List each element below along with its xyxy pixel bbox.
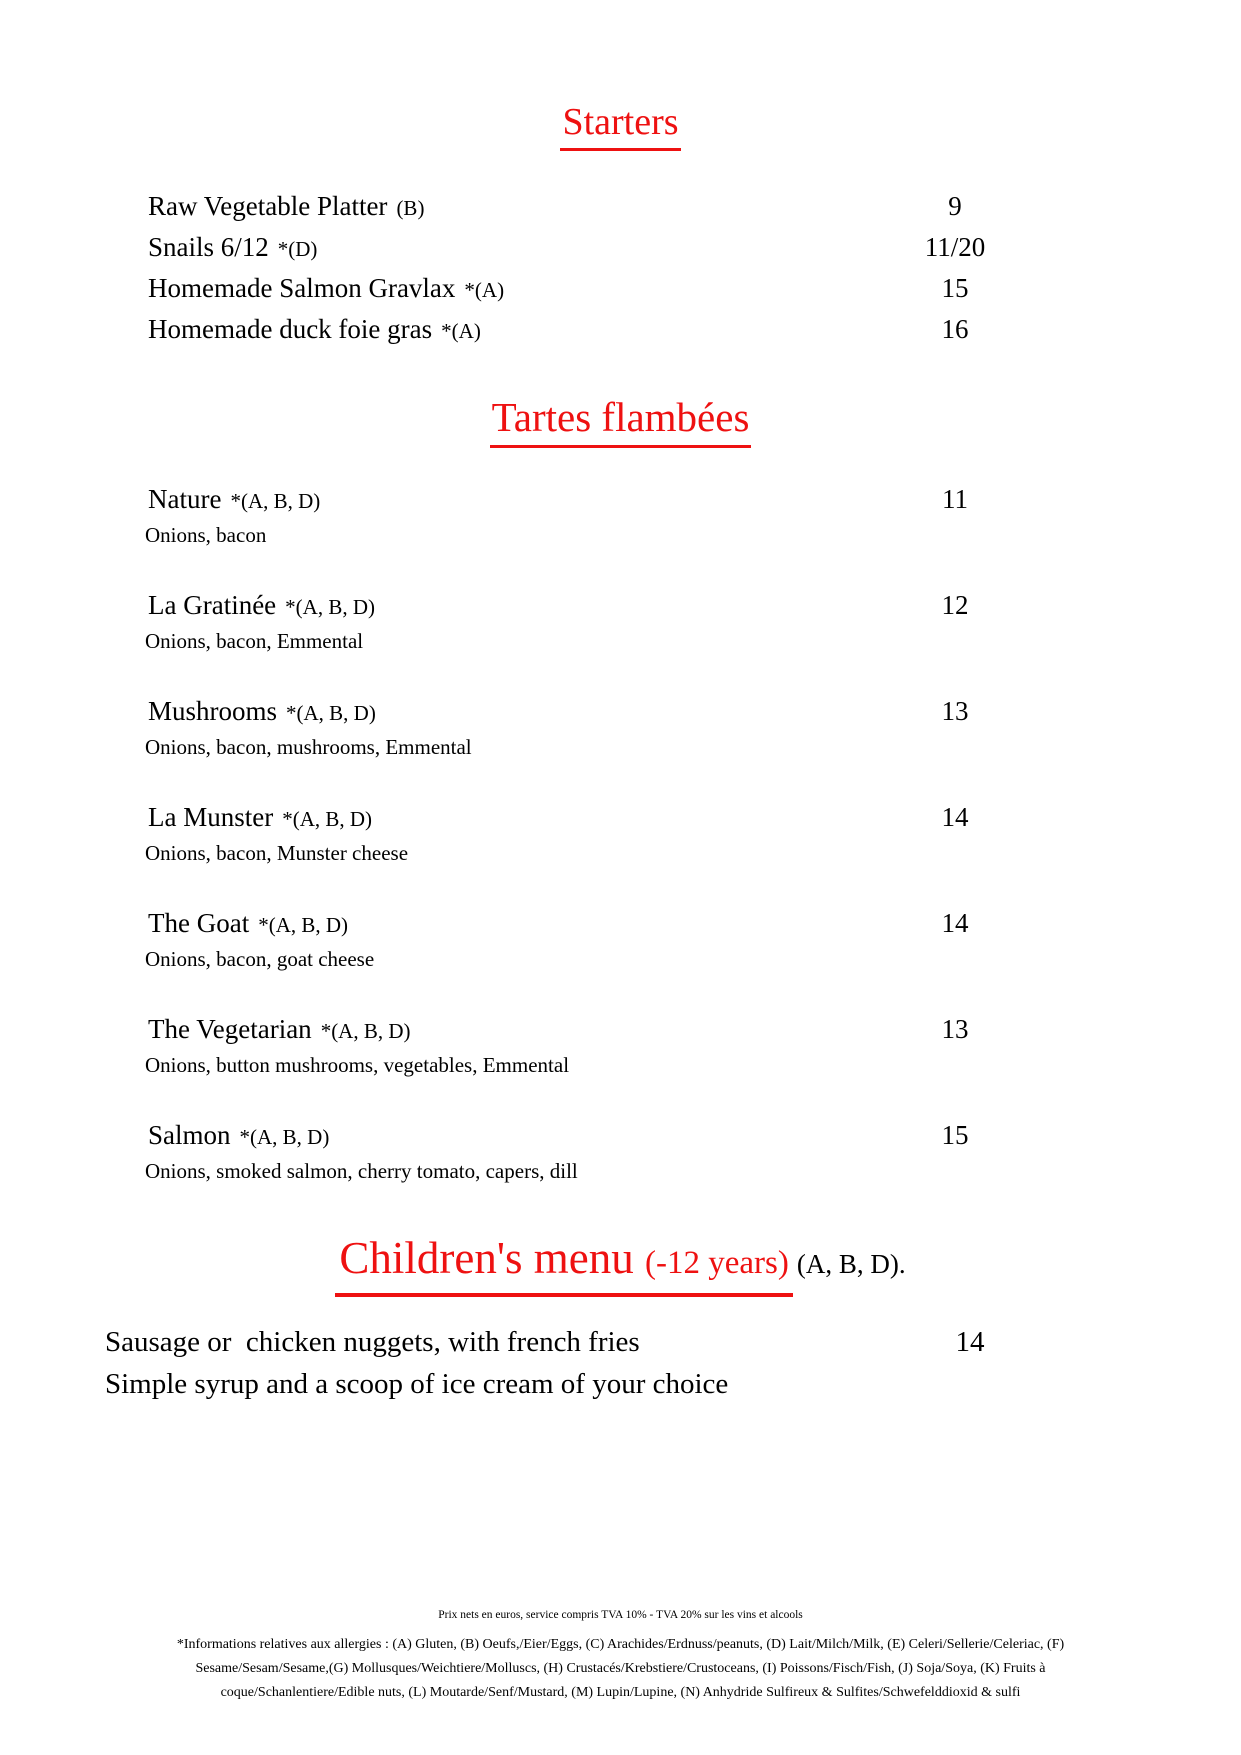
item-name: Raw Vegetable Platter <box>148 191 388 221</box>
item-price: 15 <box>941 273 969 303</box>
menu-item-block <box>145 586 1010 656</box>
starters-list <box>148 187 1010 351</box>
item-price: 15 <box>941 1120 969 1150</box>
item-name: Salmon <box>148 1120 231 1150</box>
item-description: Onions, button mushrooms, vegetables, Emmental <box>145 1053 570 1077</box>
starters-heading-text: Starters <box>560 98 680 151</box>
tartes-heading <box>0 391 1241 448</box>
menu-item-row <box>148 904 1010 944</box>
menu-item-row <box>148 187 1010 228</box>
menu-item-block <box>145 692 1010 762</box>
item-description: Onions, bacon, mushrooms, Emmental <box>145 735 472 759</box>
menu-item-block <box>145 1010 1010 1080</box>
allergy-info: *Informations relatives aux allergies : (A) Gluten, (B) Oeufs,/Eier/Eggs, (C) Arachides/Erdnuss/peanuts, (D) Lait/Milch/Milk, (E) Celeri/Sellerie/Celeriac, (F) Sesame/Sesam/Sesame,(G) Mollusques/Weichtiere/Molluscs, (H) Crustacés/Krebstiere/Crustoceans, (I) Poissons/Fisch/Fish, (J) Soja/Soya, (K) Fruits à coque/Schanlentiere/Edible nuts, (L) Moutarde/Senf/Mustard, (M) Lupin/Lupine, (N) Anhydride Sulfireux & Sulfites/Schwefelddioxid & sulfi <box>176 1637 1065 1700</box>
item-price: 9 <box>948 191 962 221</box>
menu-item-row <box>148 310 1010 351</box>
item-allergens: *(A) <box>441 319 481 343</box>
item-allergens: *(D) <box>277 237 318 261</box>
item-description: Onions, bacon, goat cheese <box>145 947 375 971</box>
item-name: Simple syrup and a scoop of ice cream of your choice <box>105 1368 729 1400</box>
item-allergens: *(A, B, D) <box>282 807 373 831</box>
item-name: La Gratinée <box>148 590 277 620</box>
menu-item-block <box>145 798 1010 868</box>
item-name: The Vegetarian <box>148 1014 312 1044</box>
children-menu-heading-underlined <box>335 1230 792 1297</box>
menu-item-block <box>145 904 1010 974</box>
menu-item-row <box>148 586 1010 626</box>
item-name: Sausage or chicken nuggets, with french fries <box>105 1326 640 1358</box>
item-allergens: *(A, B, D) <box>239 1125 330 1149</box>
starters-heading <box>0 98 1241 151</box>
item-description: Onions, smoked salmon, cherry tomato, capers, dill <box>145 1159 578 1183</box>
item-name: Snails 6/12 <box>148 232 269 262</box>
item-description: Onions, bacon, Emmental <box>145 629 364 653</box>
tartes-list <box>145 480 1010 1186</box>
item-allergens: *(A) <box>464 278 505 302</box>
children-menu-subtitle: (-12 years) <box>644 1245 789 1281</box>
item-price: 13 <box>941 696 969 726</box>
item-price: 14 <box>955 1326 985 1358</box>
pricing-note: Prix nets en euros, service compris TVA 10% - TVA 20% sur les vins et alcools <box>438 1609 803 1621</box>
menu-item-row <box>148 1010 1010 1050</box>
item-price: 14 <box>941 802 969 832</box>
menu-item-row <box>148 269 1010 310</box>
item-name: Mushrooms <box>148 696 278 726</box>
item-price: 11 <box>942 484 968 514</box>
menu-item-row <box>148 692 1010 732</box>
item-allergens: *(A, B, D) <box>258 913 349 937</box>
menu-item-row <box>148 228 1010 269</box>
menu-item-row <box>148 480 1010 520</box>
tartes-heading-text: Tartes flambées <box>490 391 752 448</box>
item-name: La Munster <box>148 802 274 832</box>
item-allergens: *(A, B, D) <box>285 595 375 619</box>
menu-item-row <box>148 798 1010 838</box>
menu-item-block <box>145 480 1010 550</box>
footer <box>0 1605 1241 1705</box>
children-menu-allergens: (A, B, D). <box>796 1249 906 1279</box>
item-price: 13 <box>941 1014 969 1044</box>
menu-item-row <box>105 1363 1010 1405</box>
item-price: 11/20 <box>924 232 986 262</box>
item-description: Onions, bacon <box>145 523 267 547</box>
item-allergens: *(A, B, D) <box>286 701 376 725</box>
menu-item-row <box>105 1321 1010 1363</box>
item-name: Homemade Salmon Gravlax <box>148 273 456 303</box>
menu-item-row <box>148 1116 1010 1156</box>
children-menu-heading <box>0 1230 1241 1297</box>
item-allergens: (B) <box>396 196 425 220</box>
item-description: Onions, bacon, Munster cheese <box>145 841 409 865</box>
item-price: 16 <box>941 314 969 344</box>
item-name: Nature <box>148 484 222 514</box>
item-price: 14 <box>941 908 969 938</box>
children-menu-list <box>105 1321 1010 1405</box>
item-price: 12 <box>941 590 969 620</box>
item-allergens: *(A, B, D) <box>320 1019 411 1043</box>
menu-item-block <box>145 1116 1010 1186</box>
item-name: The Goat <box>148 908 250 938</box>
children-menu-title: Children's menu <box>339 1233 634 1283</box>
item-allergens: *(A, B, D) <box>230 489 321 513</box>
item-name: Homemade duck foie gras <box>148 314 433 344</box>
